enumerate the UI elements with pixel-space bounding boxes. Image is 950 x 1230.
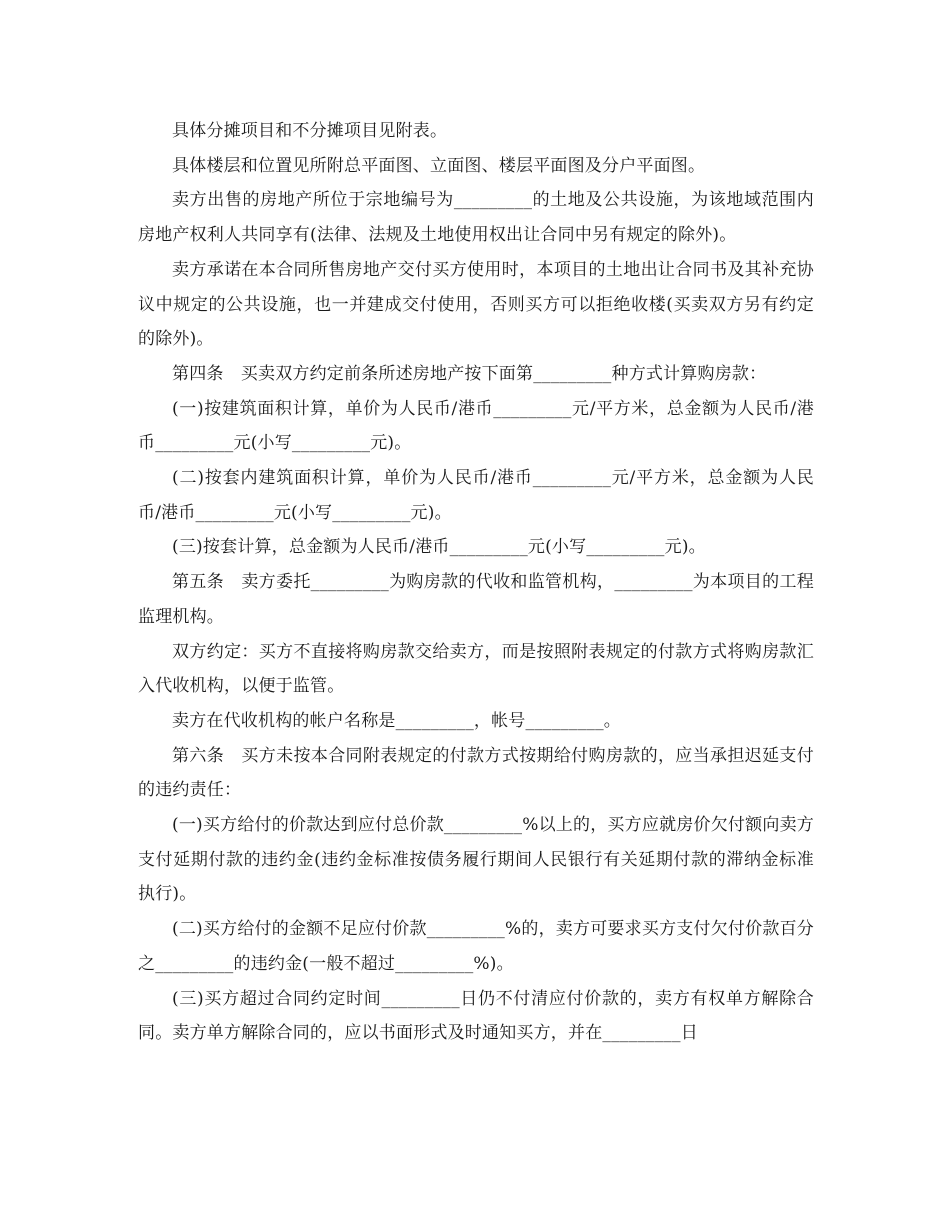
paragraph-article-6: 第六条 买方未按本合同附表规定的付款方式按期给付购房款的，应当承担迟延支付的违约责任： <box>138 745 814 801</box>
paragraph-payment-agreement: 双方约定：买方不直接将购房款交给卖方，而是按照附表规定的付款方式将购房款汇入代收机构，以便于监管。 <box>138 641 814 697</box>
paragraph-article-4-item-3: (三)按套计算，总金额为人民币/港币_________元(小写_________元)。 <box>172 537 706 558</box>
paragraph-floor-location: 具体楼层和位置见所附总平面图、立面图、楼层平面图及分户平面图。 <box>172 155 706 176</box>
paragraph-article-6-item-2: (二)买方给付的金额不足应付价款_________%的，卖方可要求买方支付欠付价款百分之_________的违约金(一般不超过_________%)。 <box>138 919 814 974</box>
paragraph-public-facilities: 卖方承诺在本合同所售房地产交付买方使用时，本项目的土地出让合同书及其补充协议中规定的公共设施，也一并建成交付使用，否则买方可以拒绝收楼(买卖双方另有约定的除外)。 <box>138 259 814 350</box>
paragraph-account-info: 卖方在代收机构的帐户名称是_________，帐号_________。 <box>172 710 621 731</box>
paragraph-land-parcel: 卖方出售的房地产所位于宗地编号为_________的土地及公共设施，为该地域范围内房地产权利人共同享有(法律、法规及土地使用权出让合同中另有规定的除外)。 <box>138 190 814 246</box>
paragraph-article-6-item-3: (三)买方超过合同约定时间_________日仍不付清应付价款的，卖方有权单方解除合同。卖方单方解除合同的，应以书面形式及时通知买方，并在_________日 <box>138 988 814 1044</box>
paragraph-article-5: 第五条 卖方委托_________为购房款的代收和监管机构，_________为本项目的工程监理机构。 <box>138 572 814 627</box>
paragraph-article-4-item-1: (一)按建筑面积计算，单价为人民币/港币_________元/平方米，总金额为人民币/港币_________元(小写_________元)。 <box>138 398 814 454</box>
paragraph-article-4: 第四条 买卖双方约定前条所述房地产按下面第_________种方式计算购房款： <box>172 363 767 384</box>
paragraph-apportion-items: 具体分摊项目和不分摊项目见附表。 <box>172 121 448 141</box>
paragraph-article-6-item-1: (一)买方给付的价款达到应付总价款_________%以上的，买方应就房价欠付额向卖方支付延期付款的违约金(违约金标准按债务履行期间人民银行有关延期付款的滞纳金标准执行)。 <box>138 815 814 905</box>
document-body <box>138 114 814 1051</box>
paragraph-article-4-item-2: (二)按套内建筑面积计算，单价为人民币/港币_________元/平方米，总金额为人民币/港币_________元(小写_________元)。 <box>138 468 814 523</box>
